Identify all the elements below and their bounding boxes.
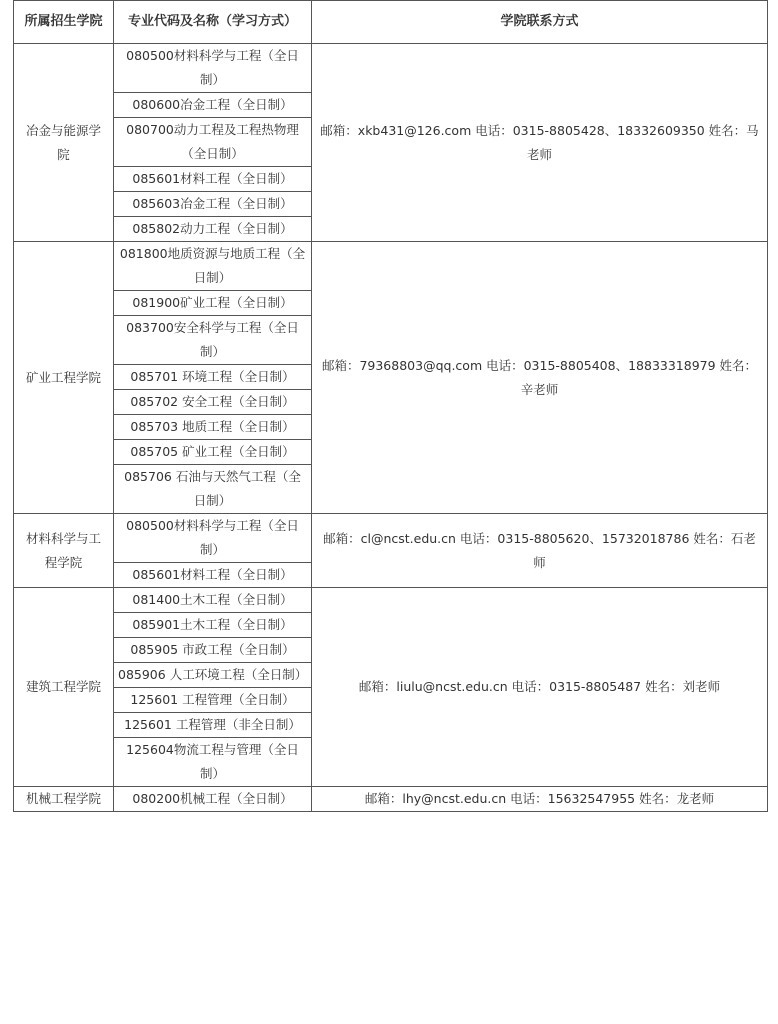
college-name: 冶金与能源学院 [14, 44, 114, 242]
table-row [14, 588, 768, 613]
college-name: 建筑工程学院 [14, 588, 114, 787]
header-contact: 学院联系方式 [312, 1, 768, 44]
major-name: 085703 地质工程（全日制） [114, 415, 312, 440]
major-name: 085701 环境工程（全日制） [114, 365, 312, 390]
major-name: 125601 工程管理（全日制） [114, 688, 312, 713]
major-name: 085706 石油与天然气工程（全日制） [114, 465, 312, 514]
table-row [14, 242, 768, 291]
college-contact: 邮箱：liulu@ncst.edu.cn 电话：0315-8805487 姓名：刘老师 [312, 588, 768, 787]
header-major: 专业代码及名称（学习方式） [114, 1, 312, 44]
major-name: 085705 矿业工程（全日制） [114, 440, 312, 465]
major-name: 085601材料工程（全日制） [114, 563, 312, 588]
table-body [14, 44, 768, 812]
header-college: 所属招生学院 [14, 1, 114, 44]
enrollment-contact-table [13, 0, 768, 812]
major-name: 083700安全科学与工程（全日制） [114, 316, 312, 365]
major-name: 080500材料科学与工程（全日制） [114, 514, 312, 563]
table-row [14, 514, 768, 563]
major-name: 080700动力工程及工程热物理（全日制） [114, 118, 312, 167]
college-name: 材料科学与工程学院 [14, 514, 114, 588]
major-name: 085906 人工环境工程（全日制） [114, 663, 312, 688]
major-name: 085802动力工程（全日制） [114, 217, 312, 242]
header-row [14, 1, 768, 44]
college-contact: 邮箱：xkb431@126.com 电话：0315-8805428、18332609350 姓名：马老师 [312, 44, 768, 242]
major-name: 125601 工程管理（非全日制） [114, 713, 312, 738]
major-name: 080500材料科学与工程（全日制） [114, 44, 312, 93]
major-name: 125604物流工程与管理（全日制） [114, 738, 312, 787]
major-name: 081900矿业工程（全日制） [114, 291, 312, 316]
table-row [14, 787, 768, 812]
major-name: 081400土木工程（全日制） [114, 588, 312, 613]
college-contact: 邮箱：cl@ncst.edu.cn 电话：0315-8805620、15732018786 姓名：石老师 [312, 514, 768, 588]
college-contact: 邮箱：79368803@qq.com 电话：0315-8805408、18833318979 姓名：辛老师 [312, 242, 768, 514]
major-name: 080200机械工程（全日制） [114, 787, 312, 812]
major-name: 085603冶金工程（全日制） [114, 192, 312, 217]
major-name: 085601材料工程（全日制） [114, 167, 312, 192]
table-row [14, 44, 768, 93]
major-name: 081800地质资源与地质工程（全日制） [114, 242, 312, 291]
college-contact: 邮箱：lhy@ncst.edu.cn 电话：15632547955 姓名：龙老师 [312, 787, 768, 812]
major-name: 085905 市政工程（全日制） [114, 638, 312, 663]
college-name: 矿业工程学院 [14, 242, 114, 514]
major-name: 080600冶金工程（全日制） [114, 93, 312, 118]
college-name: 机械工程学院 [14, 787, 114, 812]
major-name: 085702 安全工程（全日制） [114, 390, 312, 415]
major-name: 085901土木工程（全日制） [114, 613, 312, 638]
